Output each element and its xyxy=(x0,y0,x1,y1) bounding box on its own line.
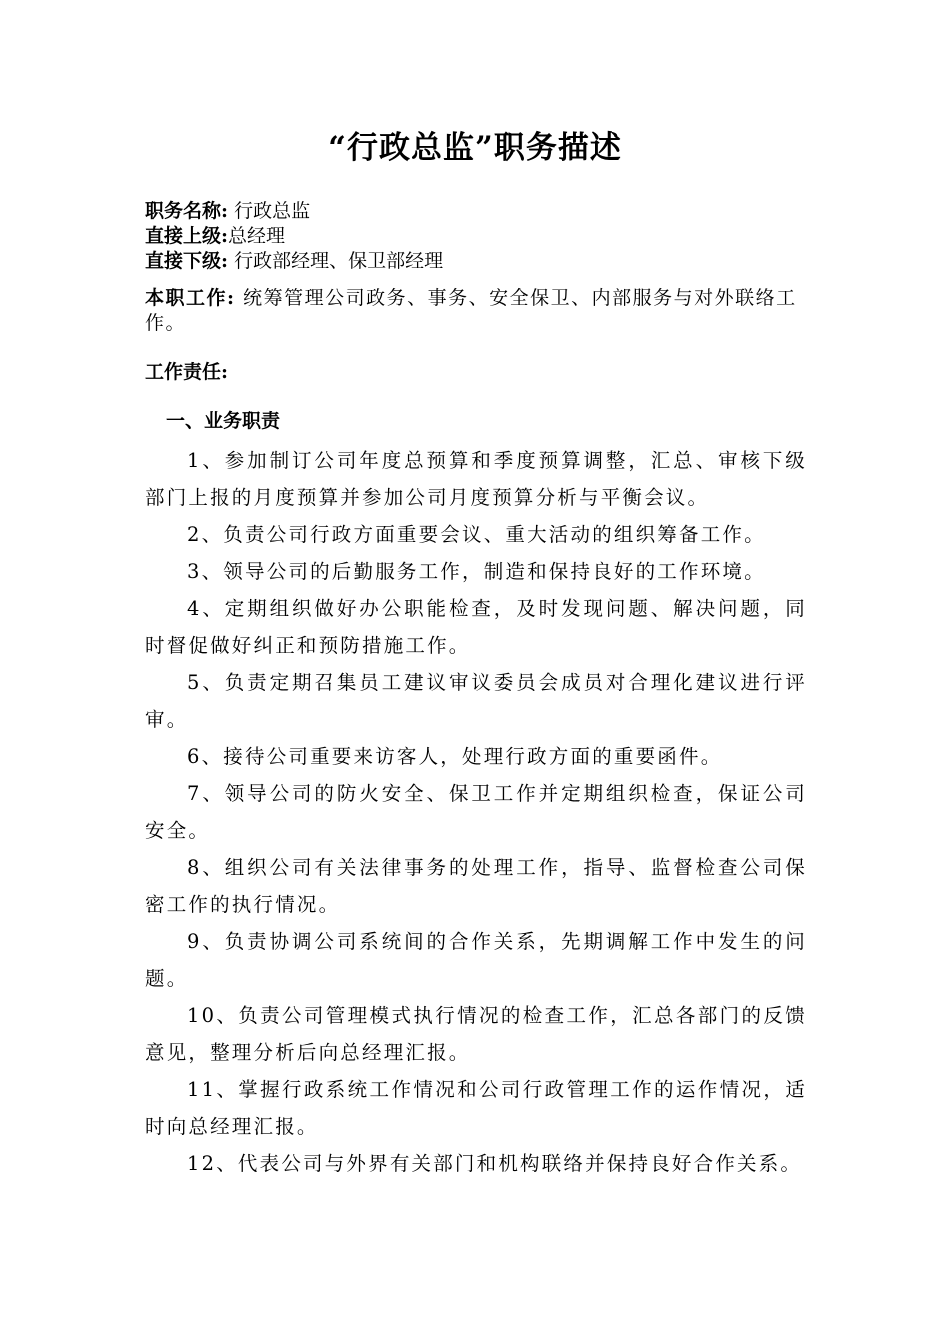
direct-superior-label: 直接上级: xyxy=(145,225,229,247)
duty-item: 11、掌握行政系统工作情况和公司行政管理工作的运作情况，适时向总经理汇报。 xyxy=(145,1078,807,1138)
main-work-label: 本职工作: xyxy=(145,287,236,309)
responsibilities-heading: 工作责任: xyxy=(145,361,229,383)
main-work-value: 统筹管理公司政务、事务、安全保卫、内部服务与对外联络工作。 xyxy=(145,287,797,334)
duty-item: 5、负责定期召集员工建议审议委员会成员对合理化建议进行评审。 xyxy=(145,671,807,731)
duty-item: 3、领导公司的后勤服务工作，制造和保持良好的工作环境。 xyxy=(187,560,766,583)
position-name-value: 行政总监 xyxy=(234,200,311,222)
duty-item: 12、代表公司与外界有关部门和机构联络并保持良好合作关系。 xyxy=(187,1152,803,1175)
duty-item: 10、负责公司管理模式执行情况的检查工作，汇总各部门的反馈意见，整理分析后向总经理汇报。 xyxy=(145,1004,807,1064)
direct-superior-value: 总经理 xyxy=(228,225,286,247)
direct-subordinate-label: 直接下级: xyxy=(145,250,229,272)
position-name-row xyxy=(145,199,810,224)
duty-item: 1、参加制订公司年度总预算和季度预算调整，汇总、审核下级部门上报的月度预算并参加公司月度预算分析与平衡会议。 xyxy=(145,449,807,509)
direct-subordinate-row xyxy=(145,249,810,274)
direct-subordinate-value: 行政部经理、保卫部经理 xyxy=(234,250,444,272)
main-work-row xyxy=(145,286,810,336)
duty-item: 9、负责协调公司系统间的合作关系，先期调解工作中发生的问题。 xyxy=(145,930,807,990)
duty-item: 7、领导公司的防火安全、保卫工作并定期组织检查，保证公司安全。 xyxy=(145,782,807,842)
duty-item: 8、组织公司有关法律事务的处理工作，指导、监督检查公司保密工作的执行情况。 xyxy=(145,856,807,916)
position-name-label: 职务名称: xyxy=(145,200,229,222)
business-duties-heading: 一、业务职责 xyxy=(166,410,281,432)
duty-item: 6、接待公司重要来访客人，处理行政方面的重要函件。 xyxy=(187,745,723,768)
page-title: “行政总监”职务描述 xyxy=(328,130,622,166)
duties-list xyxy=(145,442,807,1182)
duty-item: 2、负责公司行政方面重要会议、重大活动的组织筹备工作。 xyxy=(187,523,766,546)
duty-item: 4、定期组织做好办公职能检查，及时发现问题、解决问题，同时督促做好纠正和预防措施工作。 xyxy=(145,597,807,657)
direct-superior-row xyxy=(145,224,810,249)
